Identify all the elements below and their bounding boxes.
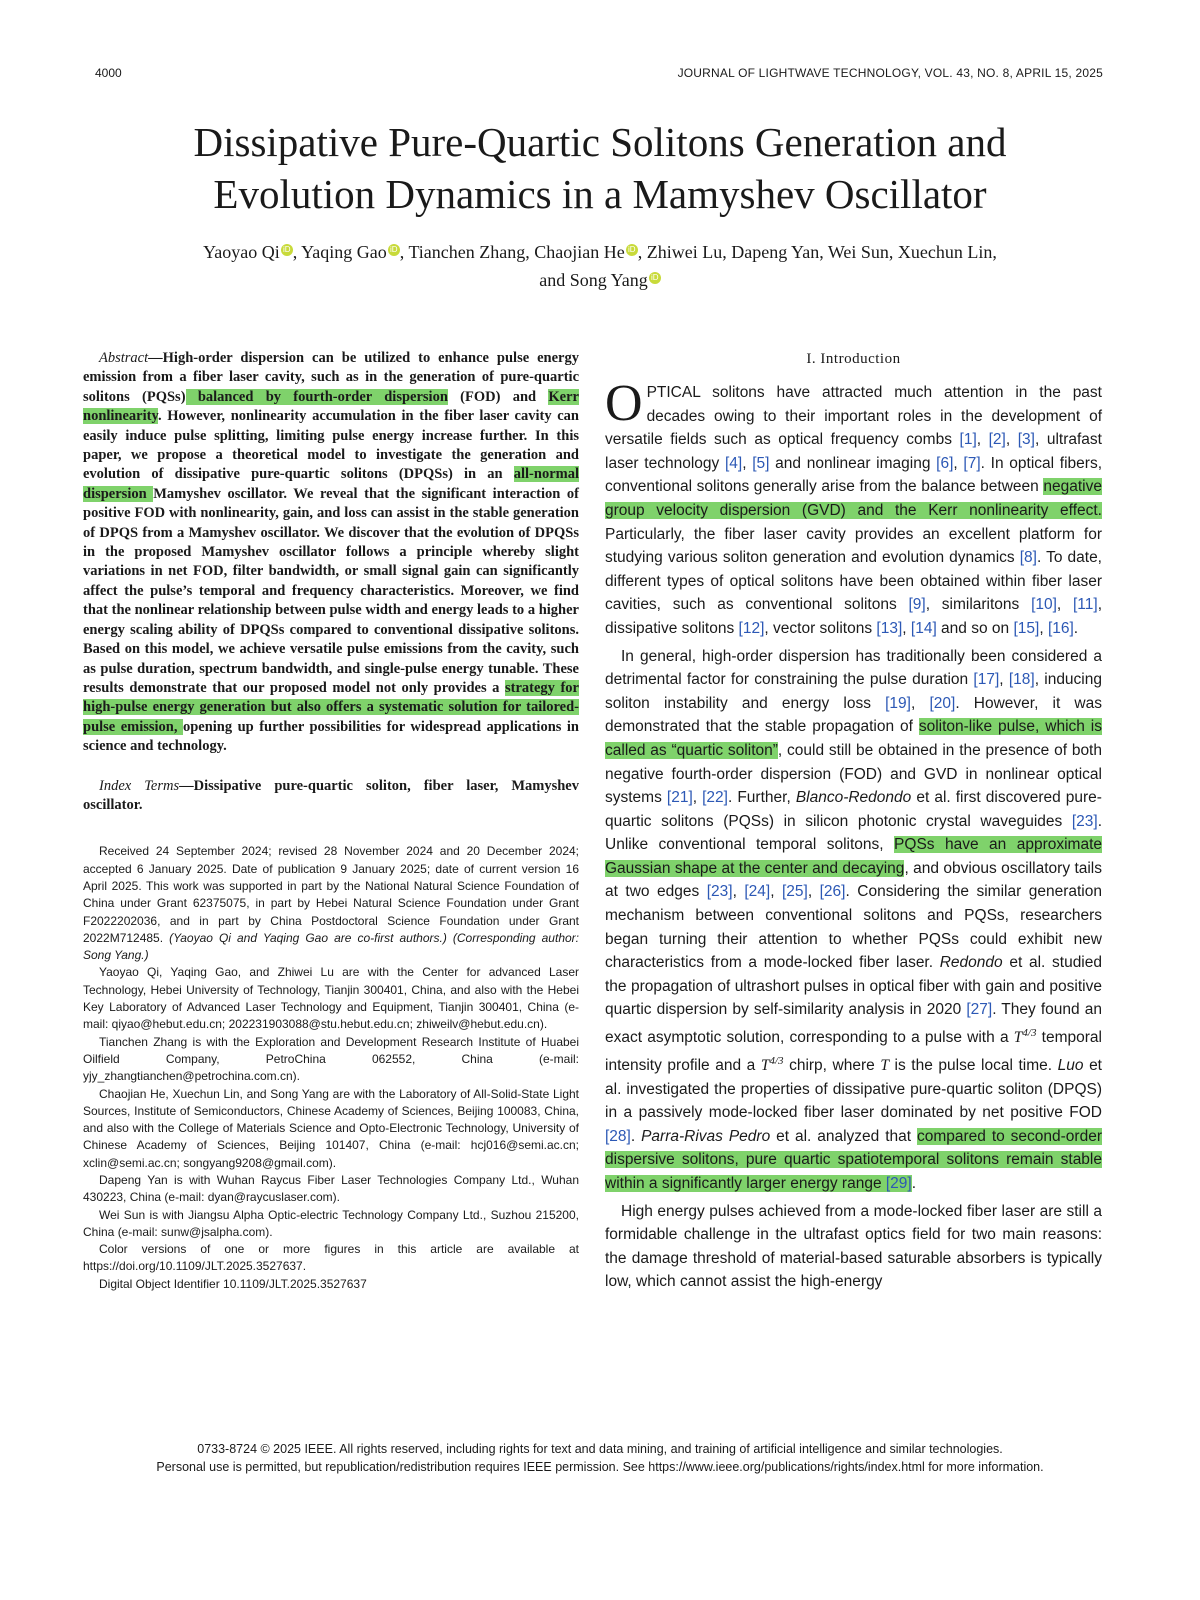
- abstract-text: opening up further possibilities for widespread applications in science and technology.: [83, 718, 579, 755]
- text: . Further,: [727, 789, 796, 807]
- index-terms-text: Dissipative pure-quartic soliton, fiber laser, Mamyshev oscillator.: [83, 777, 579, 813]
- citation-link[interactable]: [24]: [744, 883, 771, 901]
- text: . To date, different types of optical solitons have been obtained within fiber laser cavities, such as conventional solitons: [605, 549, 1102, 614]
- left-column: [83, 349, 579, 1293]
- citation-link[interactable]: [13]: [876, 619, 903, 637]
- text: ,: [902, 619, 911, 637]
- math-variable: T: [1013, 1029, 1023, 1047]
- citation-link[interactable]: [23]: [706, 883, 733, 901]
- text: .: [911, 1174, 917, 1192]
- section-heading: I. Introduction: [806, 351, 901, 367]
- citation-link[interactable]: [20]: [929, 694, 956, 712]
- text: , similaritons: [925, 596, 1032, 614]
- citation-link[interactable]: [2]: [988, 431, 1006, 449]
- abstract-dash: —: [148, 350, 163, 366]
- text: ,: [999, 671, 1009, 689]
- author-name: Luo: [1057, 1056, 1084, 1074]
- text: et al. studied the propagation of ultrashort pulses in optical fiber with gain and positive quartic dispersion by self-similarity analysis in 2020: [605, 954, 1102, 1019]
- citation-link[interactable]: [15]: [1013, 619, 1040, 637]
- index-terms: [83, 777, 579, 816]
- abstract-text: (FOD) and: [447, 388, 549, 405]
- paper-title: [60, 116, 1140, 220]
- citation-link[interactable]: [8]: [1019, 549, 1037, 567]
- footnote-affiliation: Dapeng Yan is with Wuhan Raycus Fiber Laser Technologies Company Ltd., Wuhan 430223, China (e-mail: dyan@raycuslaser.com).: [83, 1172, 579, 1205]
- title-line-2: Evolution Dynamics in a Mamyshev Oscillator: [213, 171, 987, 217]
- math-exponent: 4/3: [1022, 1027, 1037, 1040]
- author-name: Blanco-Redondo: [795, 789, 912, 807]
- text: . Unlike conventional temporal solitons,: [605, 812, 1102, 854]
- citation-link[interactable]: [9]: [908, 596, 926, 614]
- intro-paragraph-2: [605, 645, 1102, 1196]
- citation-link[interactable]: [17]: [973, 671, 1000, 689]
- citation-link[interactable]: [27]: [966, 1001, 993, 1019]
- highlight[interactable]: Kerr nonlinearity: [83, 388, 579, 425]
- author-3: , Tianchen Zhang, Chaojian He: [399, 242, 625, 262]
- citation-link[interactable]: [3]: [1017, 431, 1035, 449]
- copyright-line-2: Personal use is permitted, but republication/redistribution requires IEEE permission. See https://www.ieee.org/publications/rights/index.html for more information.: [156, 1460, 1044, 1474]
- text: , could still be obtained in the presence of both negative fourth-order dispersion (FOD) and GVD in nonlinear optical systems: [605, 741, 1102, 807]
- text: ,: [1039, 619, 1048, 637]
- text: ,: [770, 883, 782, 901]
- right-column: [605, 349, 1102, 1294]
- text: ,: [807, 883, 820, 901]
- citation-link[interactable]: [4]: [724, 454, 743, 472]
- text: ,: [953, 454, 964, 472]
- text: , ultrafast laser technology: [605, 431, 1102, 472]
- text: , and obvious oscillatory tails at two edges: [605, 859, 1103, 901]
- author-list: [80, 238, 1120, 294]
- abstract-label: Abstract: [99, 350, 149, 366]
- text: and nonlinear imaging: [769, 454, 937, 472]
- text: chirp, where: [783, 1056, 881, 1074]
- author-name: Redondo: [939, 954, 1003, 972]
- highlight[interactable]: all-normal dispersion: [83, 466, 579, 502]
- math-exponent: 4/3: [769, 1054, 784, 1067]
- citation-link[interactable]: [26]: [819, 883, 846, 901]
- text: ,: [742, 454, 753, 472]
- highlight[interactable]: negative group velocity dispersion (GVD) and the Kerr nonlinearity effect.: [605, 478, 1102, 519]
- citation-link[interactable]: [10]: [1031, 596, 1057, 614]
- highlight[interactable]: PQSs have an approximate Gaussian shape at the center and decaying: [605, 836, 1102, 877]
- math-variable: T: [880, 1056, 889, 1074]
- author-5: and Song Yang: [539, 270, 648, 290]
- footnote-affiliation: Tianchen Zhang is with the Exploration and Development Research Institute of Huabei Oilfield Company, PetroChina 062552, China (e-mail: yjy_zhangtianchen@petrochina.com.cn).: [83, 1034, 579, 1084]
- text: PTICAL solitons have attracted much attention in the past decades owing to their important roles in the development of versatile fields such as optical frequency combs: [605, 384, 1102, 449]
- text: .: [1073, 619, 1079, 637]
- highlight[interactable]: strategy for high-pulse energy generation but also offers a systematic solution for tailored-pulse emission,: [83, 679, 579, 735]
- text: is the pulse local time.: [888, 1056, 1058, 1074]
- text: In general, high-order dispersion has traditionally been considered a detrimental factor for constraining the pulse duration: [605, 647, 1102, 689]
- text: et al. first discovered pure-quartic solitons (PQSs) in silicon photonic crystal waveguides: [605, 789, 1102, 830]
- highlight[interactable]: soliton-like pulse, which is called as “quartic soliton”: [605, 718, 1102, 759]
- drop-cap: O: [605, 375, 643, 432]
- index-terms-dash: —: [179, 777, 194, 794]
- footnote-text: Received 24 September 2024; revised 28 November 2024 and 20 December 2024; accepted 6 January 2025. Date of publication 9 January 2025; date of current version 16 April 2025. This work was supported in part by the National Natural Science Foundation of China under Grant 62375075, in part by Hebei Natural Science Foundation under Grant F2022202036, and in part by China Postdoctoral Science Foundation under Grant 2022M712485.: [83, 844, 579, 945]
- text: ,: [1005, 431, 1018, 449]
- author-4: , Zhiwei Lu, Dapeng Yan, Wei Sun, Xuechun Lin,: [637, 242, 997, 262]
- intro-paragraph-1: [605, 375, 1102, 641]
- citation-link[interactable]: [29]: [885, 1174, 912, 1192]
- citation-link[interactable]: [16]: [1047, 619, 1074, 637]
- footnote-received: [83, 843, 579, 964]
- index-terms-label: Index Terms: [99, 777, 180, 794]
- citation-link[interactable]: [22]: [702, 789, 728, 807]
- text: ,: [732, 883, 745, 901]
- author-name: Parra-Rivas Pedro: [641, 1127, 771, 1145]
- citation-link[interactable]: [7]: [963, 454, 981, 472]
- orcid-icon[interactable]: iD: [388, 244, 400, 256]
- abstract-text: Mamyshev oscillator. We reveal that the significant interaction of positive FOD with nonlinearity, gain, and loss can assist in the stable generation of DPQS from a Mamyshev oscillator. We discover that the evolution of DPQSs in the proposed Mamyshev oscillator follows a principle whereby slight variations in net FOD, filter bandwidth, or small signal gain can significantly affect the pulse’s temporal and frequency characteristics. Moreover, we find that the nonlinear relationship between pulse width and energy leads to a higher energy scaling ability of DPQSs compared to conventional dissipative solitons. Based on this model, we achieve versatile pulse emissions from the cavity, such as pulse duration, spectrum bandwidth, and single-pulse energy tunable. These results demonstrate that our proposed model not only provides a: [83, 485, 579, 696]
- text: . In optical fibers, conventional solitons generally arise from the balance between: [605, 454, 1102, 496]
- text: temporal intensity profile and a: [605, 1029, 1102, 1074]
- intro-paragraph-3: High energy pulses achieved from a mode-locked fiber laser are still a formidable challenge in the ultrafast optics field for two main reasons: the damage threshold of material-based saturable absorbers is typically low, which cannot assist the high-energy: [605, 1202, 1102, 1291]
- page-number: 4000: [95, 66, 122, 80]
- footnote-doi: Digital Object Identifier 10.1109/JLT.2025.3527637: [99, 1276, 367, 1291]
- footnote-affiliation: Chaojian He, Xuechun Lin, and Song Yang are with the Laboratory of All-Solid-State Light Sources, Institute of Semiconductors, Chinese Academy of Sciences, Beijing 100083, China, and also with the College of Materials Science and Opto-Electronic Technology, University of Chinese Academy of Sciences, Beijing 101407, China (e-mail: hcj016@semi.ac.cn; xclin@semi.ac.cn; songyang9208@gmail.com).: [83, 1086, 579, 1170]
- math-variable: T: [760, 1056, 770, 1074]
- abstract-text: . However, nonlinearity accumulation in the fiber laser cavity can easily induce pulse splitting, limiting pulse energy increase further. In this paper, we propose a theoretical model to investigate the generation and evolution of dissipative pure-quartic solitons (DPQSs) in an: [83, 408, 579, 483]
- abstract-text: High-order dispersion can be utilized to enhance pulse energy emission from a fiber laser cavity, such as in the generation of pure-quartic solitons (PQSs): [83, 350, 579, 405]
- author-2: , Yaqing Gao: [292, 242, 387, 262]
- citation-link[interactable]: [12]: [738, 619, 765, 637]
- copyright-notice: [60, 1440, 1140, 1476]
- highlight-text: compared to second-order dispersive solitons, pure quartic spatiotemporal solitons remain stable within a significantly larger energy range: [605, 1127, 1102, 1192]
- text: ,: [1056, 596, 1073, 614]
- citation-link[interactable]: [21]: [666, 789, 693, 807]
- title-line-1: Dissipative Pure-Quartic Solitons Generation and: [193, 119, 1007, 165]
- text: , vector solitons: [764, 619, 877, 637]
- citation-link[interactable]: [1]: [959, 431, 977, 449]
- orcid-icon[interactable]: iD: [649, 272, 661, 284]
- text: . They found an exact asymptotic solution, corresponding to a pulse with a: [605, 1001, 1102, 1047]
- orcid-icon[interactable]: iD: [281, 244, 293, 256]
- copyright-line-1: 0733-8724 © 2025 IEEE. All rights reserved, including rights for text and data mining, and training of artificial intelligence and similar technologies.: [197, 1442, 1003, 1456]
- citation-link[interactable]: [18]: [1008, 671, 1035, 689]
- abstract: [83, 349, 579, 757]
- text: et al. analyzed that: [770, 1127, 917, 1145]
- footnotes: [83, 843, 579, 1293]
- text: ,: [910, 694, 930, 712]
- text: Particularly, the fiber laser cavity provides an excellent platform for studying various soliton generation and evolution dynamics: [605, 525, 1102, 567]
- footnote-note: (Yaoyao Qi and Yaqing Gao are co-first authors.) (Corresponding author: Song Yang.): [83, 930, 579, 963]
- citation-link[interactable]: [5]: [752, 454, 770, 472]
- citation-link[interactable]: [28]: [605, 1127, 631, 1145]
- text: . Considering the similar generation mechanism between conventional solitons and PQSs, researchers began turning their attention to whether PQSs could exhibit new characteristics from a mode-locked fiber laser.: [605, 883, 1102, 972]
- text: ,: [692, 789, 703, 807]
- citation-link[interactable]: [6]: [936, 454, 954, 472]
- citation-link[interactable]: [14]: [910, 619, 937, 637]
- footnote-color-versions: Color versions of one or more figures in this article are available at https://doi.org/10.1109/JLT.2025.3527637.: [83, 1242, 579, 1274]
- citation-link[interactable]: [11]: [1072, 596, 1098, 614]
- footnote-affiliation: Wei Sun is with Jiangsu Alpha Optic-electric Technology Company Ltd., Suzhou 215200, China (e-mail: sunw@jsalpha.com).: [83, 1207, 579, 1239]
- author-1: Yaoyao Qi: [203, 242, 280, 262]
- citation-link[interactable]: [19]: [885, 694, 911, 712]
- footnote-affiliation: Yaoyao Qi, Yaqing Gao, and Zhiwei Lu are with the Center for advanced Laser Technology, Hebei University of Technology, Tianjin 300401, China, and also with the Hebei Key Laboratory of Advanced Laser Technology and Equipment, Tianjin 300401, China (e-mail: qiyao@hebut.edu.cn; 202231903088@stu.hebut.edu.cn; zhiweilv@hebut.edu.cn).: [83, 965, 579, 1032]
- running-head: JOURNAL OF LIGHTWAVE TECHNOLOGY, VOL. 43, NO. 8, APRIL 15, 2025: [677, 66, 1103, 80]
- text: , dissipative solitons: [605, 596, 1102, 637]
- text: . However, it was demonstrated that the stable propagation of: [605, 694, 1102, 736]
- orcid-icon[interactable]: iD: [626, 244, 638, 256]
- text: .: [630, 1127, 642, 1145]
- text: ,: [976, 431, 989, 449]
- text: and so on: [936, 619, 1014, 637]
- text: et al. investigated the properties of dissipative pure-quartic soliton (DPQS) in a passively mode-locked fiber laser dominated by net positive FOD: [605, 1056, 1102, 1122]
- citation-link[interactable]: [25]: [781, 883, 808, 901]
- citation-link[interactable]: [23]: [1071, 812, 1098, 830]
- text: , inducing soliton instability and energy loss: [605, 671, 1102, 712]
- highlight[interactable]: balanced by fourth-order dispersion: [185, 388, 448, 405]
